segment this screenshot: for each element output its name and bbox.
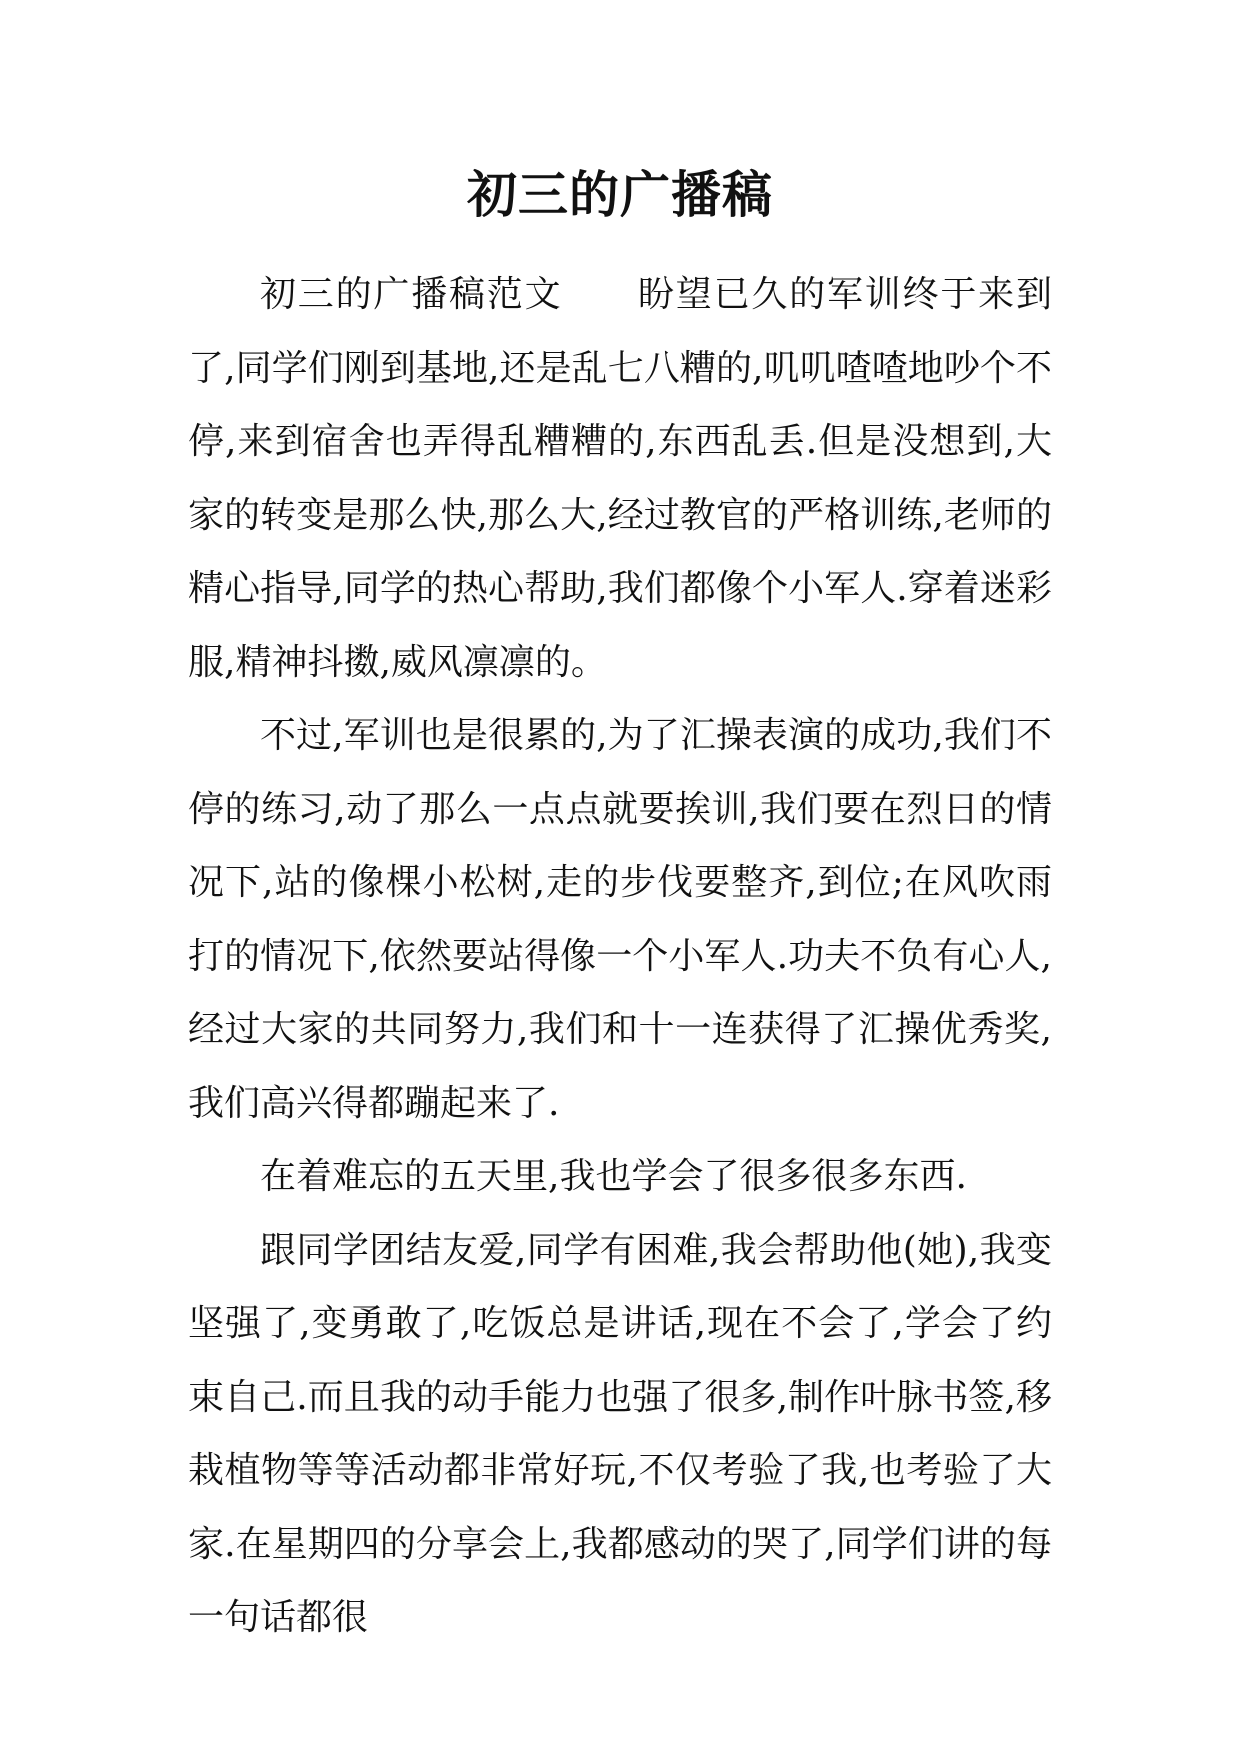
paragraph-1: 初三的广播稿范文 盼望已久的军训终于来到了,同学们刚到基地,还是乱七八糟的,叽叽喳喳地吵个不停,来到宿舍也弄得乱糟糟的,东西乱丢.但是没想到,大家的转变是那么快,那么大,经过教官的严格训练,老师的精心指导,同学的热心帮助,我们都像个小军人.穿着迷彩服,精神抖擞,威风凛凛的。 — [188, 274, 1052, 683]
paragraph-4: 跟同学团结友爱,同学有困难,我会帮助他(她),我变坚强了,变勇敢了,吃饭总是讲话,现在不会了,学会了约束自己.而且我的动手能力也强了很多,制作叶脉书签,移栽植物等等活动都非常好玩,不仅考验了我,也考验了大家.在星期四的分享会上,我都感动的哭了,同学们讲的每一句话都很 — [188, 1229, 1052, 1638]
document-body — [188, 258, 1052, 1655]
document-title: 初三的广播稿 — [467, 165, 773, 224]
paragraph-3: 在着难忘的五天里,我也学会了很多很多东西. — [260, 1156, 967, 1197]
paragraph-2: 不过,军训也是很累的,为了汇操表演的成功,我们不停的练习,动了那么一点点就要挨训,我们要在烈日的情况下,站的像棵小松树,走的步伐要整齐,到位;在风吹雨打的情况下,依然要站得像一个小军人.功夫不负有心人,经过大家的共同努力,我们和十一连获得了汇操优秀奖,我们高兴得都蹦起来了. — [188, 715, 1052, 1124]
